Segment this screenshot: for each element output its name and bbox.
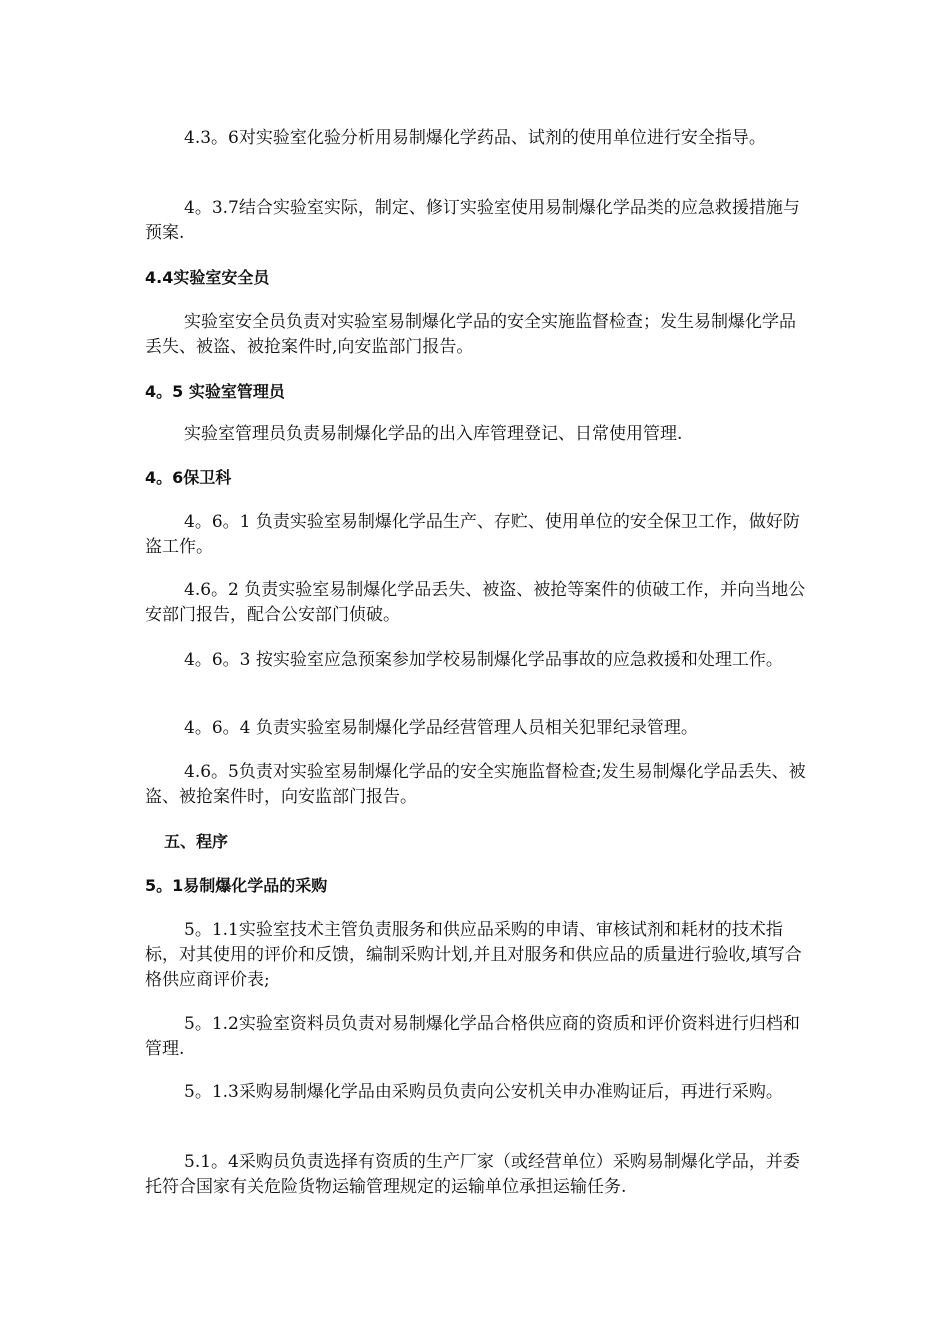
heading-section-5: 五、程序: [164, 832, 229, 851]
heading-4-4: 4.4实验室安全员: [145, 268, 270, 287]
heading-4-5: 4。5 实验室管理员: [145, 382, 285, 401]
paragraph-4-6-3: 4。6。3 按实验室应急预案参加学校易制爆化学品事故的应急救援和处理工作。: [184, 650, 783, 670]
paragraph-4-6-4: 4。6。4 负责实验室易制爆化学品经营管理人员相关犯罪纪录管理。: [184, 718, 698, 738]
paragraph-4-6-2: 4.6。2 负责实验室易制爆化学品丢失、被盗、被抢等案件的侦破工作，并向当地公安部门报告，配合公安部门侦破。: [145, 580, 806, 625]
paragraph-5-1-2: 5。1.2实验室资料员负责对易制爆化学品合格供应商的资质和评价资料进行归档和管理.: [145, 1014, 800, 1059]
paragraph-4-3-6: 4.3。6对实验室化验分析用易制爆化学药品、试剂的使用单位进行安全指导。: [184, 128, 766, 148]
paragraph-4-5-body: 实验室管理员负责易制爆化学品的出入库管理登记、日常使用管理.: [184, 424, 683, 444]
paragraph-4-4-body: 实验室安全员负责对实验室易制爆化学品的安全实施监督检查；发生易制爆化学品丢失、被盗、被抢案件时,向安监部门报告。: [145, 312, 796, 357]
paragraph-5-1-4: 5.1。4采购员负责选择有资质的生产厂家（或经营单位）采购易制爆化学品，并委托符合国家有关危险货物运输管理规定的运输单位承担运输任务.: [145, 1152, 800, 1197]
paragraph-5-1-3: 5。1.3采购易制爆化学品由采购员负责向公安机关申办准购证后，再进行采购。: [184, 1082, 783, 1102]
paragraph-4-6-5: 4.6。5负责对实验室易制爆化学品的安全实施监督检查;发生易制爆化学品丢失、被盗、被抢案件时，向安监部门报告。: [145, 762, 806, 807]
paragraph-5-1-1: 5。1.1实验室技术主管负责服务和供应品采购的申请、审核试剂和耗材的技术指标，对其使用的评价和反馈，编制采购计划,并且对服务和供应品的质量进行验收,填写合格供应商评价表;: [145, 920, 802, 990]
heading-4-6: 4。6保卫科: [145, 468, 232, 487]
paragraph-4-6-1: 4。6。1 负责实验室易制爆化学品生产、存贮、使用单位的安全保卫工作，做好防盗工作。: [145, 512, 800, 557]
heading-5-1: 5。1易制爆化学品的采购: [145, 876, 328, 895]
paragraph-4-3-7: 4。3.7结合实验室实际，制定、修订实验室使用易制爆化学品类的应急救援措施与预案.: [145, 198, 800, 243]
